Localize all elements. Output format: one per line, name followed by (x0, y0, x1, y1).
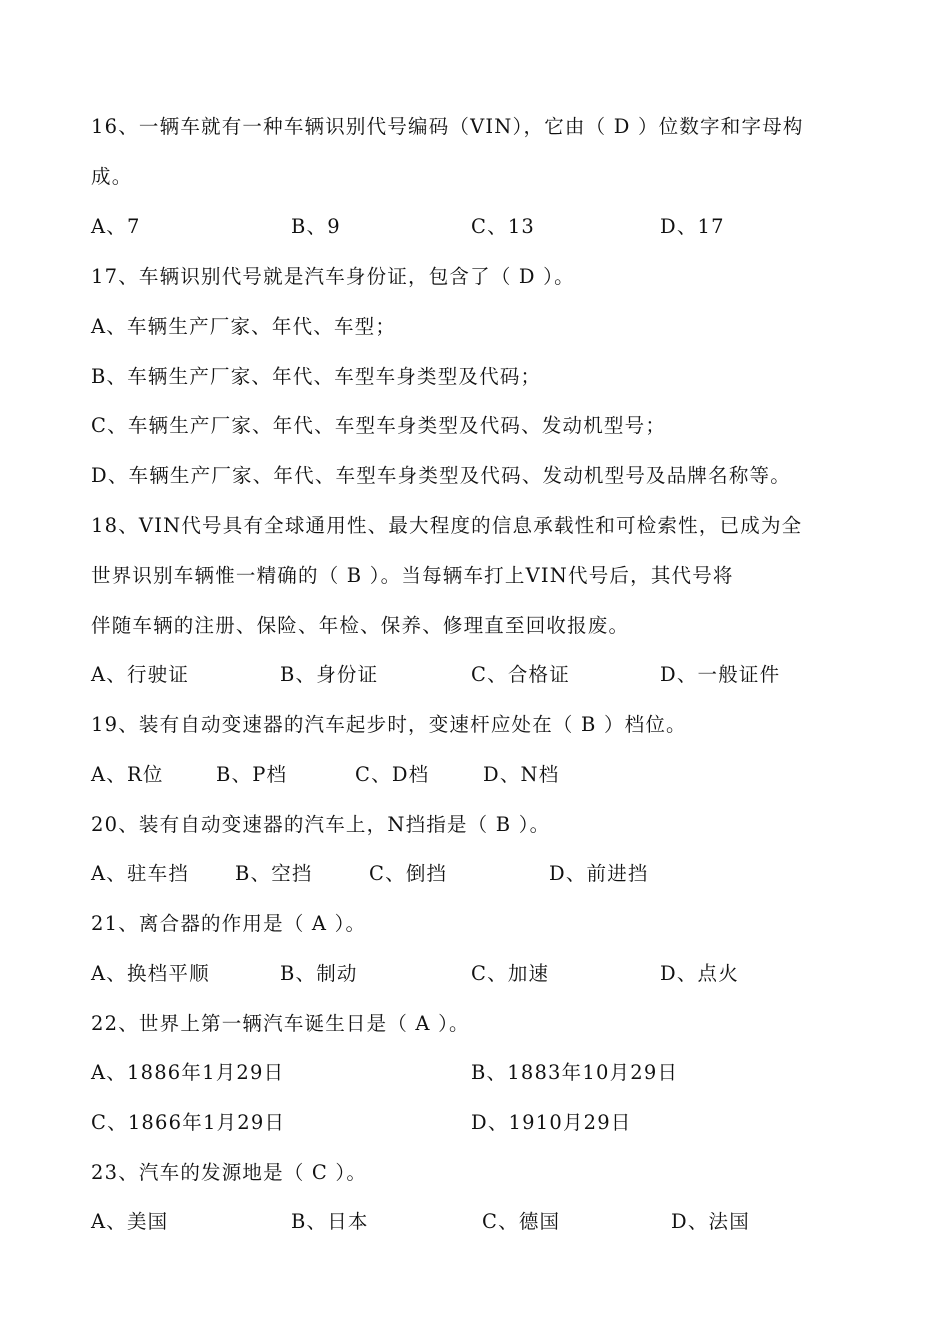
question-21-option-b: B、制动 (280, 962, 358, 985)
question-18-option-d: D、一般证件 (660, 663, 781, 686)
question-22-option-c: C、1866年1月29日 (91, 1111, 286, 1134)
question-17-stem: 17、车辆识别代号就是汽车身份证，包含了（ D ）。 (91, 265, 575, 288)
question-22-stem: 22、世界上第一辆汽车诞生日是（ A ）。 (91, 1012, 470, 1035)
question-17-option-b: B、车辆生产厂家、年代、车型车身类型及代码； (91, 365, 542, 388)
question-18-stem-line-1: 18、VIN代号具有全球通用性、最大程度的信息承载性和可检索性，已成为全 (91, 514, 803, 537)
question-20-option-c: C、倒挡 (369, 862, 448, 885)
question-18-stem-line-2: 世界识别车辆惟一精确的（ B ）。当每辆车打上VIN代号后，其代号将 (91, 564, 734, 587)
question-23-option-b: B、日本 (291, 1210, 369, 1233)
question-19-option-c: C、D档 (355, 763, 430, 786)
question-16-stem-line-2: 成。 (91, 165, 133, 188)
question-16-option-b: B、9 (291, 215, 341, 238)
question-16-option-d: D、17 (660, 215, 725, 238)
question-19-option-b: B、P档 (216, 763, 288, 786)
question-23-option-d: D、法国 (671, 1210, 750, 1233)
question-21-option-d: D、点火 (660, 962, 739, 985)
question-21-stem: 21、离合器的作用是（ A ）。 (91, 912, 367, 935)
question-16-option-c: C、13 (471, 215, 536, 238)
question-22-option-d: D、1910月29日 (471, 1111, 632, 1134)
question-19-stem: 19、装有自动变速器的汽车起步时，变速杆应处在（ B ）档位。 (91, 713, 687, 736)
question-18-option-a: A、行驶证 (91, 663, 190, 686)
question-17-option-c: C、车辆生产厂家、年代、车型车身类型及代码、发动机型号； (91, 414, 667, 437)
question-23-stem: 23、汽车的发源地是（ C ）。 (91, 1161, 368, 1184)
question-23-option-c: C、德国 (482, 1210, 561, 1233)
question-19-option-d: D、N档 (483, 763, 560, 786)
question-21-option-a: A、换档平顺 (91, 962, 210, 985)
question-20-option-d: D、前进挡 (549, 862, 649, 885)
question-22-option-b: B、1883年10月29日 (471, 1061, 679, 1084)
question-20-option-a: A、驻车挡 (91, 862, 190, 885)
question-17-option-d: D、车辆生产厂家、年代、车型车身类型及代码、发动机型号及品牌名称等。 (91, 464, 791, 487)
question-16-option-a: A、7 (91, 215, 141, 238)
question-19-option-a: A、R位 (91, 763, 164, 786)
question-17-option-a: A、车辆生产厂家、年代、车型； (91, 315, 397, 338)
question-20-option-b: B、空挡 (235, 862, 313, 885)
question-20-stem: 20、装有自动变速器的汽车上，N挡指是（ B ）。 (91, 813, 551, 836)
question-18-option-c: C、合格证 (471, 663, 570, 686)
question-18-option-b: B、身份证 (280, 663, 379, 686)
question-21-option-c: C、加速 (471, 962, 550, 985)
question-23-option-a: A、美国 (91, 1210, 169, 1233)
question-18-stem-line-3: 伴随车辆的注册、保险、年检、保养、修理直至回收报废。 (91, 614, 630, 637)
question-22-option-a: A、1886年1月29日 (91, 1061, 285, 1084)
question-16-stem-line-1: 16、一辆车就有一种车辆识别代号编码（VIN），它由（ D ）位数字和字母构 (91, 115, 804, 138)
